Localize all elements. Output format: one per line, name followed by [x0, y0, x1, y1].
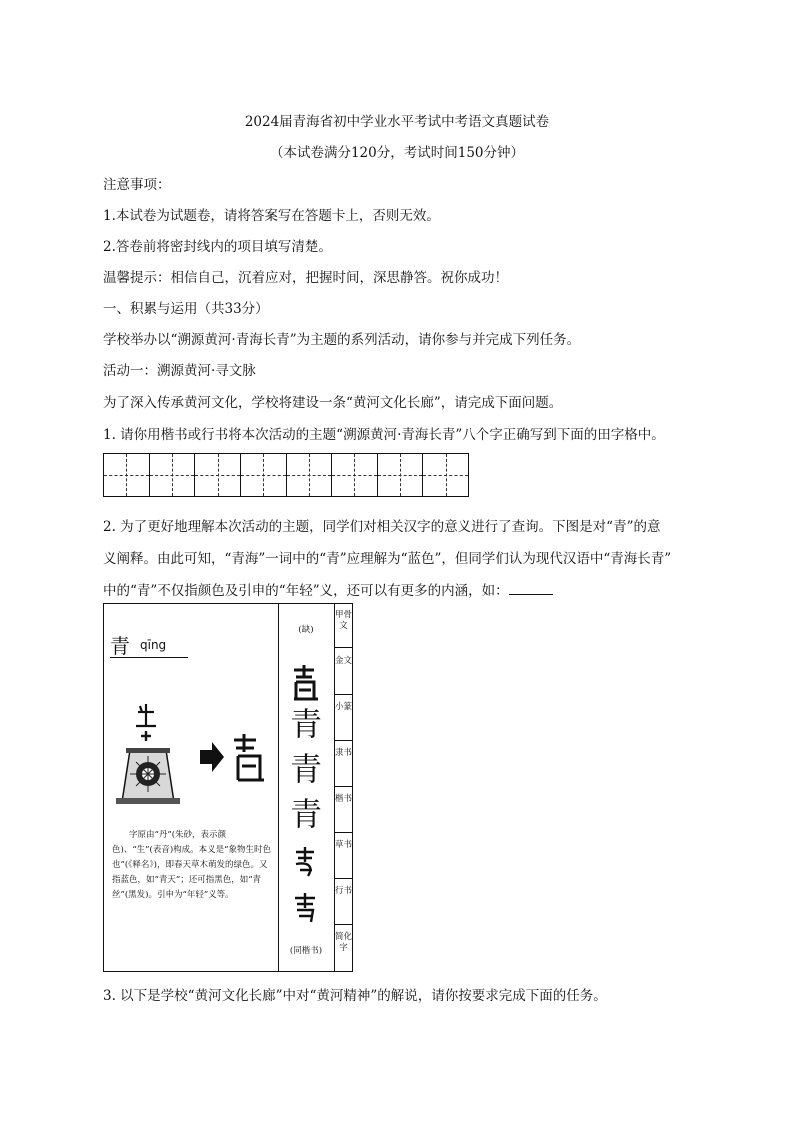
- separator: [334, 694, 353, 695]
- notice-item-1: 1.本试卷为试题卷，请将答案写在答题卡上，否则无效。: [103, 208, 440, 224]
- lishu-glyph: 青: [289, 750, 322, 788]
- separator: [334, 786, 353, 787]
- caoshu-glyph-icon: [278, 844, 334, 878]
- separator: [334, 740, 353, 741]
- grid-cell[interactable]: [104, 454, 150, 496]
- script-label-jianhuazi: 简化字: [334, 932, 352, 953]
- character-origin-illustration: [104, 694, 278, 814]
- ancient-glyph-icon: [234, 734, 264, 780]
- script-label-caoshu: 草书: [334, 840, 352, 850]
- head-character: 青: [110, 634, 130, 658]
- separator: [334, 878, 353, 879]
- separator: [334, 647, 353, 648]
- grid-cell[interactable]: [241, 454, 287, 496]
- character-description: 字原由“丹”(朱砂，表示颜色)、“生”(表音)构成。本义是“象物生时色也”(《释名》)，即春天草木萌发的绿色。又指蓝色，如“青天”；还可指黑色，如“青丝”(黑发)。引申为“年轻”义等。: [112, 830, 271, 900]
- question-2-text: 中的“青”不仅指颜色及引申的“年轻”义，还可以有更多的内涵，如：: [103, 583, 509, 599]
- script-label-xingshu: 行书: [334, 886, 352, 896]
- plus-icon: [141, 731, 151, 741]
- grid-cell[interactable]: [378, 454, 424, 496]
- arrow-right-icon: [200, 742, 224, 772]
- writing-grid[interactable]: [103, 453, 469, 497]
- character-figure: [103, 603, 353, 972]
- separator: [334, 832, 353, 833]
- script-label-kaishu: 楷书: [334, 794, 352, 804]
- figure-left-panel: [104, 604, 279, 971]
- missing-note: (缺): [298, 625, 314, 635]
- grid-cell[interactable]: [423, 454, 468, 496]
- document-subtitle: （本试卷满分120分，考试时间150分钟）: [269, 145, 525, 161]
- intro-text: 学校举办以“溯源黄河·青海长青”为主题的系列活动，请你参与并完成下列任务。: [103, 332, 581, 348]
- notice-heading: 注意事项：: [103, 177, 171, 193]
- xingshu-glyph-icon: [278, 890, 334, 924]
- question-2-line-1: 2. 为了更好地理解本次活动的主题，同学们对相关汉字的意义进行了查询。下图是对“青”的意: [103, 519, 661, 535]
- grid-cell[interactable]: [332, 454, 378, 496]
- sprout-icon: [136, 704, 156, 726]
- script-label-xiaozhuan: 小篆: [334, 702, 352, 712]
- notice-item-2: 2.答卷前将密封线内的项目填写清楚。: [103, 239, 332, 255]
- figure-script-labels: [334, 604, 353, 971]
- head-pinyin: qīng: [140, 638, 167, 652]
- question-2-line-3: [103, 579, 553, 599]
- separator: [334, 924, 353, 925]
- kaishu-glyph: 青: [289, 795, 322, 833]
- activity-description: 为了深入传承黄河文化，学校将建设一条“黄河文化长廊”，请完成下面问题。: [103, 395, 563, 411]
- grid-cell[interactable]: [150, 454, 196, 496]
- kaishu-note: (同楷书): [289, 946, 323, 956]
- well-illustration-icon: [116, 748, 180, 804]
- question-1: 1. 请你用楷书或行书将本次活动的主题“溯源黄河·青海长青”八个字正确写到下面的田字格中。: [103, 427, 665, 443]
- figure-glyph-column: [278, 604, 335, 971]
- activity-heading: 活动一：溯源黄河·寻文脉: [103, 363, 256, 379]
- script-label-jiaguwen: 甲骨文: [334, 610, 352, 631]
- tip-text: 温馨提示：相信自己，沉着应对，把握时间，深思静答。祝你成功！: [103, 270, 508, 286]
- script-label-lishu: 隶书: [334, 748, 352, 758]
- question-2-line-2: 义阐释。由此可知，“青海”一词中的“青”应理解为“蓝色”，但同学们认为现代汉语中“青海长青”: [103, 551, 672, 567]
- xiaozhuan-glyph: 青: [289, 705, 322, 743]
- section-heading: 一、积累与运用（共33分）: [103, 301, 269, 317]
- grid-cell[interactable]: [195, 454, 241, 496]
- document-title: 2024届青海省初中学业水平考试中考语文真题试卷: [244, 114, 550, 130]
- jinwen-glyph-icon: [278, 662, 334, 702]
- answer-blank[interactable]: [509, 582, 553, 595]
- script-label-jinwen: 金文: [334, 656, 352, 666]
- question-3: 3. 以下是学校“黄河文化长廊”中对“黄河精神”的解说，请你按要求完成下面的任务。: [103, 988, 607, 1004]
- head-underline: [110, 657, 188, 658]
- grid-cell[interactable]: [287, 454, 333, 496]
